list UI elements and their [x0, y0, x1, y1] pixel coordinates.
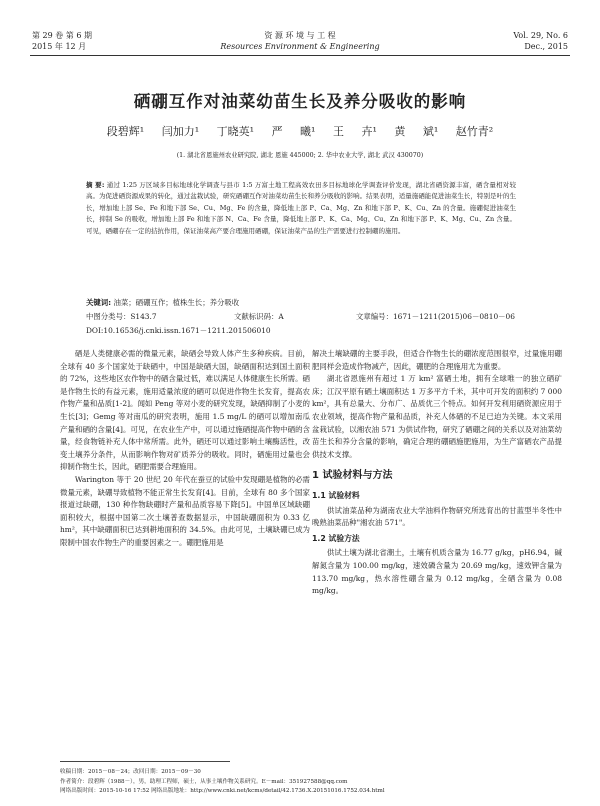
keywords-label: 关键词: — [86, 298, 112, 307]
author: 闫加力¹ — [161, 125, 200, 138]
paragraph: 供试土壤为湖北省潮土，土壤有机质含量为 16.77 g/kg，pH6.94，碱解氮含量为 100.00 mg/kg，速效磷含量为 20.69 mg/kg，速效钾含量为 113.70 mg/kg，热水溶性硼含量为 0.12 mg/kg，全硒含量为 0.08 mg/kg。 — [312, 548, 562, 596]
author-list — [0, 123, 600, 139]
paper-title: 硒硼互作对油菜幼苗生长及养分吸收的影响 — [133, 92, 467, 111]
subsection-heading: 1.1 试验材料 — [312, 490, 360, 500]
vol-no-en: Vol. 29, No. 6 — [513, 31, 568, 40]
abstract — [86, 180, 516, 237]
keywords-line — [86, 297, 239, 308]
clc-number: 中图分类号：S143.7 — [86, 312, 157, 321]
author: 严 曦¹ — [271, 125, 316, 138]
footnotes — [60, 768, 540, 797]
author: 段碧辉¹ — [106, 125, 145, 138]
paragraph: 湖北省恩施州有超过 1 万 km² 富硒土地，拥有全球唯一的独立硒矿床；江汉平原有硒土壤面积达 1 万多平方千米，其中可开发的面积约 7 000 km²，具有总量大、分布广、品质优三个特点。如何开发利用硒资源应用于农业领域，提高作物产量和品质，补充人体硒的不足已迫为关键。本文采用盆栽试验，以湘农油 571 为供试作物，研究了硒硼之间的关系以及对油菜幼苗生长和养分含量的影响，确定合理的硼硒施肥施用，为生产富硒农产品提供技术支撑。 — [312, 374, 562, 459]
header-rule — [30, 55, 570, 56]
journal-name-en: Resources Environment & Engineering — [220, 42, 380, 51]
document-code: 文献标识码：A — [234, 312, 284, 321]
right-column — [312, 348, 562, 598]
section-heading: 1 试验材料与方法 — [312, 470, 393, 482]
paragraph: Warington 等于 20 世纪 20 年代在蚕豆的试验中发现硼是植物的必需微量元素，缺硼导致植物不能正常生长发育[4]。目前，全球有 80 多个国家报道过缺硼，130 种作物缺硼时产量和品质容易下降[5]。中国单区域缺硼面积较大，根据中国第二次土壤普查数据显示，中国缺硼面积为 0.33 亿 hm²，其中缺硼面积已达到耕地面积的 34.5%。由此可见，土壤缺硼已成为限制中国农作物生产的重要因素之一。硼肥施用是 — [60, 474, 310, 547]
doi: DOI:10.16536/j.cnki.issn.1671－1211.201506010 — [86, 326, 271, 335]
abstract-text: 通过 1:25 万区域多目标地球化学调查与县市 1:5 万富土地工程高效农田多目标地球化学调查评价发现，湖北省硒资源丰富，硒含量相对较高。为促进硒资源成果的转化，通过盆栽试验，研究硒硼互作对油菜幼苗生长和养分吸收的影响。结果表明，适量施硒能促进油菜生长，特别是叶的生长，增加地上部 Se、Fe 和地下部 Se、Cu、Mg、Fe 的含量，降低地上部 P、Ca、Mg、Zn 和地下部 P、K、Cu、Zn 的含量。施硼促进油菜生长，抑制 Se 的吸收，增加地上部 Fe 和地下部 N、Ca、Fe 含量，降低地上部 P、K、Ca、Mg、Cu、Zn 和地下部 P、K、Mg、Cu、Zn 含量。可见，硒硼存在一定的拮抗作用，保证油菜高产要合理施用硒硼，保证油菜产品的生产需要进行控制硼的施用。 — [86, 181, 516, 235]
author: 丁晓英¹ — [216, 125, 255, 138]
date-en: Dec., 2015 — [524, 42, 568, 51]
subsection-heading: 1.2 试验方法 — [312, 533, 360, 543]
left-column — [60, 348, 310, 550]
article-number: 文章编号：1671－1211(2015)06－0810－06 — [356, 312, 515, 321]
paragraph: 硒是人类健康必需的微量元素，缺硒会导致人体产生多种疾病。目前，全球有 40 多个国家处于缺硒中，中国是缺硒大国，缺硒面积达到国土面积的 72%，这些地区农作物中的硒含量过低，难以满足人体健康生长所需。硒是作物生长的有益元素，施用适量浓度的硒可以促进作物生长发育，提高农作物产量和品质[1-2]。闻如 Peng 等对小麦的研究发现，缺硒抑制了小麦的生长[3]；Gemg 等对南瓜的研究表明，施用 1.5 mg/L 的硒可以增加南瓜产量和硒的含量[4]。可见，在农业生产中，可以通过施硒提高作物中硒的含量，经食物链补充人体中常所需。此外，硒还可以通过影响土壤酶活性，改变土壤养分条件，从而影响作物对矿质养分的吸收。同时，硒施用过量也会抑制作物生长，因此，硒肥需要合理施用。 — [60, 349, 310, 472]
volume-issue: 第 29 卷 第 6 期 — [32, 31, 92, 40]
author: 黄 斌¹ — [394, 125, 439, 138]
issue-date: 2015 年 12 月 — [32, 42, 87, 51]
paragraph: 供试油菜品种为湖南农业大学油料作物研究所选育出的甘蓝型半冬性中晚熟油菜品种"湘农油 571"。 — [312, 505, 562, 528]
keywords: 油菜；硒硼互作；植株生长；养分吸收 — [113, 298, 240, 307]
author: 王 卉¹ — [332, 125, 377, 138]
received-date: 收稿日期：2015－08－24；改回日期：2015－09－30 — [60, 769, 201, 775]
author-bio: 作者简介：段碧辉（1988－），男，助理工程师，硕士，从事土壤作物关系研究。E－mail：351927588@qq.com — [60, 778, 348, 785]
online-publication: 网络出版时间：2015-10-16 17:52 网络出版地址：http://www.cnki.net/kcms/detail/42.1736.X.20151016.1752.034.html — [60, 788, 385, 795]
author: 赵竹青² — [455, 125, 494, 138]
journal-name-cn: 资 源 环 境 与 工 程 — [264, 31, 336, 40]
affiliation: (1. 湖北省恩施州农业研究院, 湖北 恩施 445000; 2. 华中农业大学, 湖北 武汉 430070) — [176, 152, 424, 159]
footnote-rule — [60, 761, 230, 762]
paragraph: 解决土壤缺硼的主要手段，但适合作物生长的硼浓度范围很窄，过量施用硼肥同样会造成作物减产，因此，硼肥的合理施用尤为重要。 — [312, 349, 562, 371]
abstract-label: 摘 要: — [86, 181, 105, 189]
